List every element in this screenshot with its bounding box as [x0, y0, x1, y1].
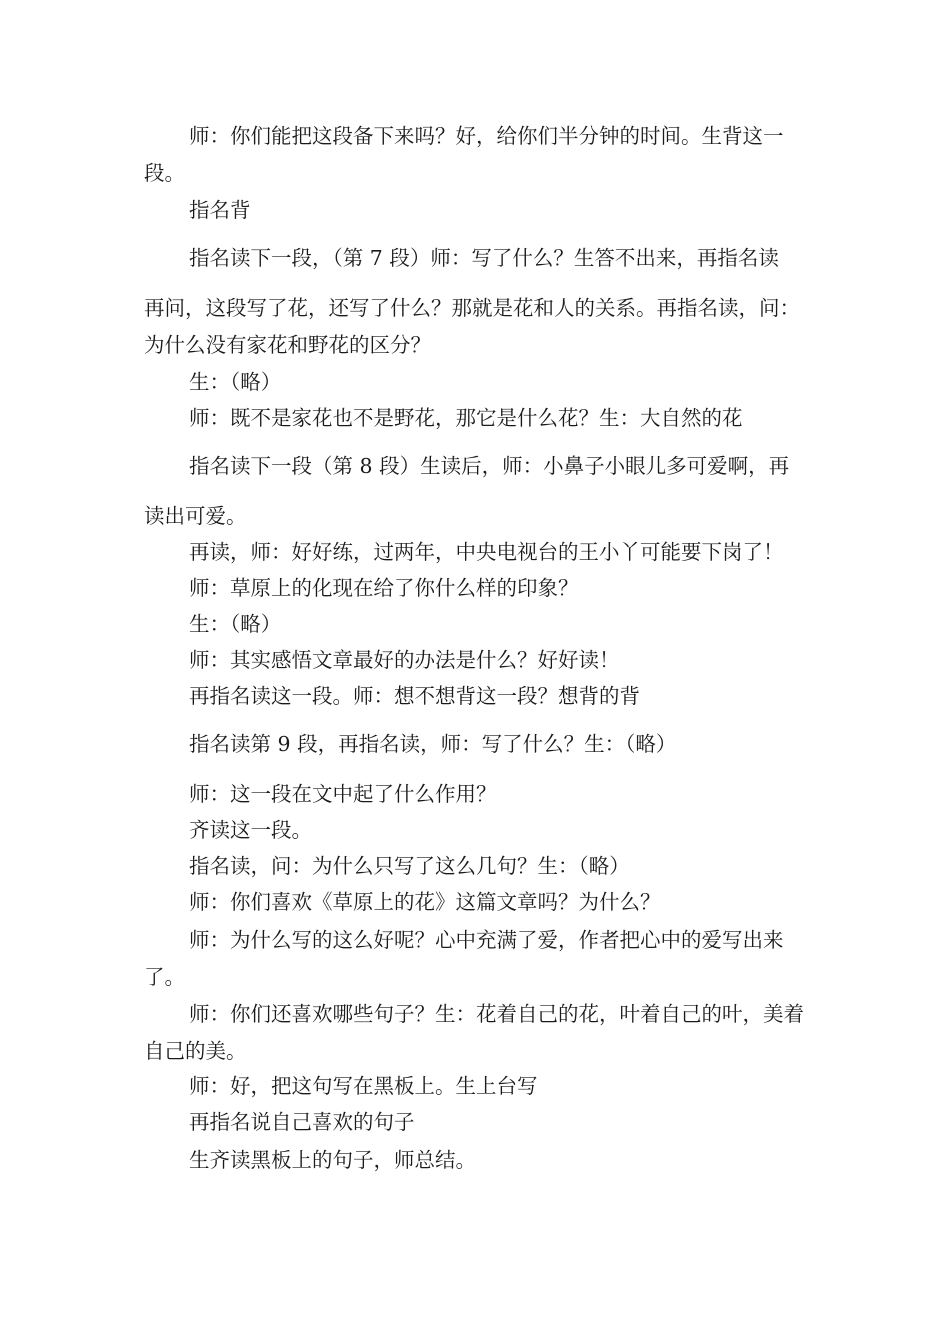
paragraph-6: 师：既不是家花也不是野花，那它是什么花？生：大自然的花 [189, 406, 743, 430]
paragraph-10: 师：草原上的化现在给了你什么样的印象？ [189, 576, 579, 600]
document-page [144, 0, 812, 1344]
paragraph-16: 齐读这一段。 [189, 818, 312, 842]
paragraph-11: 生：（略） [189, 612, 282, 636]
paragraph-22: 再指名说自己喜欢的句子 [189, 1110, 415, 1134]
paragraph-5: 生：（略） [189, 370, 282, 394]
paragraph-4: 再问，这段写了花，还写了什么？那就是花和人的关系。再指名读，问：为什么没有家花和野花的区分？ [144, 296, 800, 357]
paragraph-3: 指名读下一段，（第 7 段）师：写了什么？生答不出来，再指名读 [189, 246, 779, 270]
paragraph-12: 师：其实感悟文章最好的办法是什么？好好读！ [189, 648, 620, 672]
paragraph-21: 师：好，把这句写在黑板上。生上台写 [189, 1074, 538, 1098]
paragraph-8: 读出可爱。 [144, 504, 247, 528]
paragraph-2: 指名背 [189, 198, 251, 222]
paragraph-18: 师：你们喜欢《草原上的花》这篇文章吗？为什么？ [189, 890, 661, 914]
paragraph-1: 师：你们能把这段备下来吗？好，给你们半分钟的时间。生背这一段。 [144, 124, 784, 185]
paragraph-7: 指名读下一段（第 8 段）生读后，师：小鼻子小眼儿多可爱啊，再 [189, 454, 790, 478]
paragraph-9: 再读，师：好好练，过两年，中央电视台的王小丫可能要下岗了！ [189, 540, 784, 564]
paragraph-19: 师：为什么写的这么好呢？心中充满了爱，作者把心中的爱写出来了。 [144, 928, 784, 989]
paragraph-15: 师：这一段在文中起了什么作用？ [189, 782, 497, 806]
paragraph-14: 指名读第 9 段，再指名读，师：写了什么？生：（略） [189, 732, 677, 756]
paragraph-13: 再指名读这一段。师：想不想背这一段？想背的背 [189, 684, 640, 708]
paragraph-20: 师：你们还喜欢哪些句子？生：花着自己的花，叶着自己的叶，美着自己的美。 [144, 1002, 804, 1063]
paragraph-17: 指名读，问：为什么只写了这么几句？生：（略） [189, 854, 630, 878]
paragraph-23: 生齐读黑板上的句子，师总结。 [189, 1148, 476, 1172]
